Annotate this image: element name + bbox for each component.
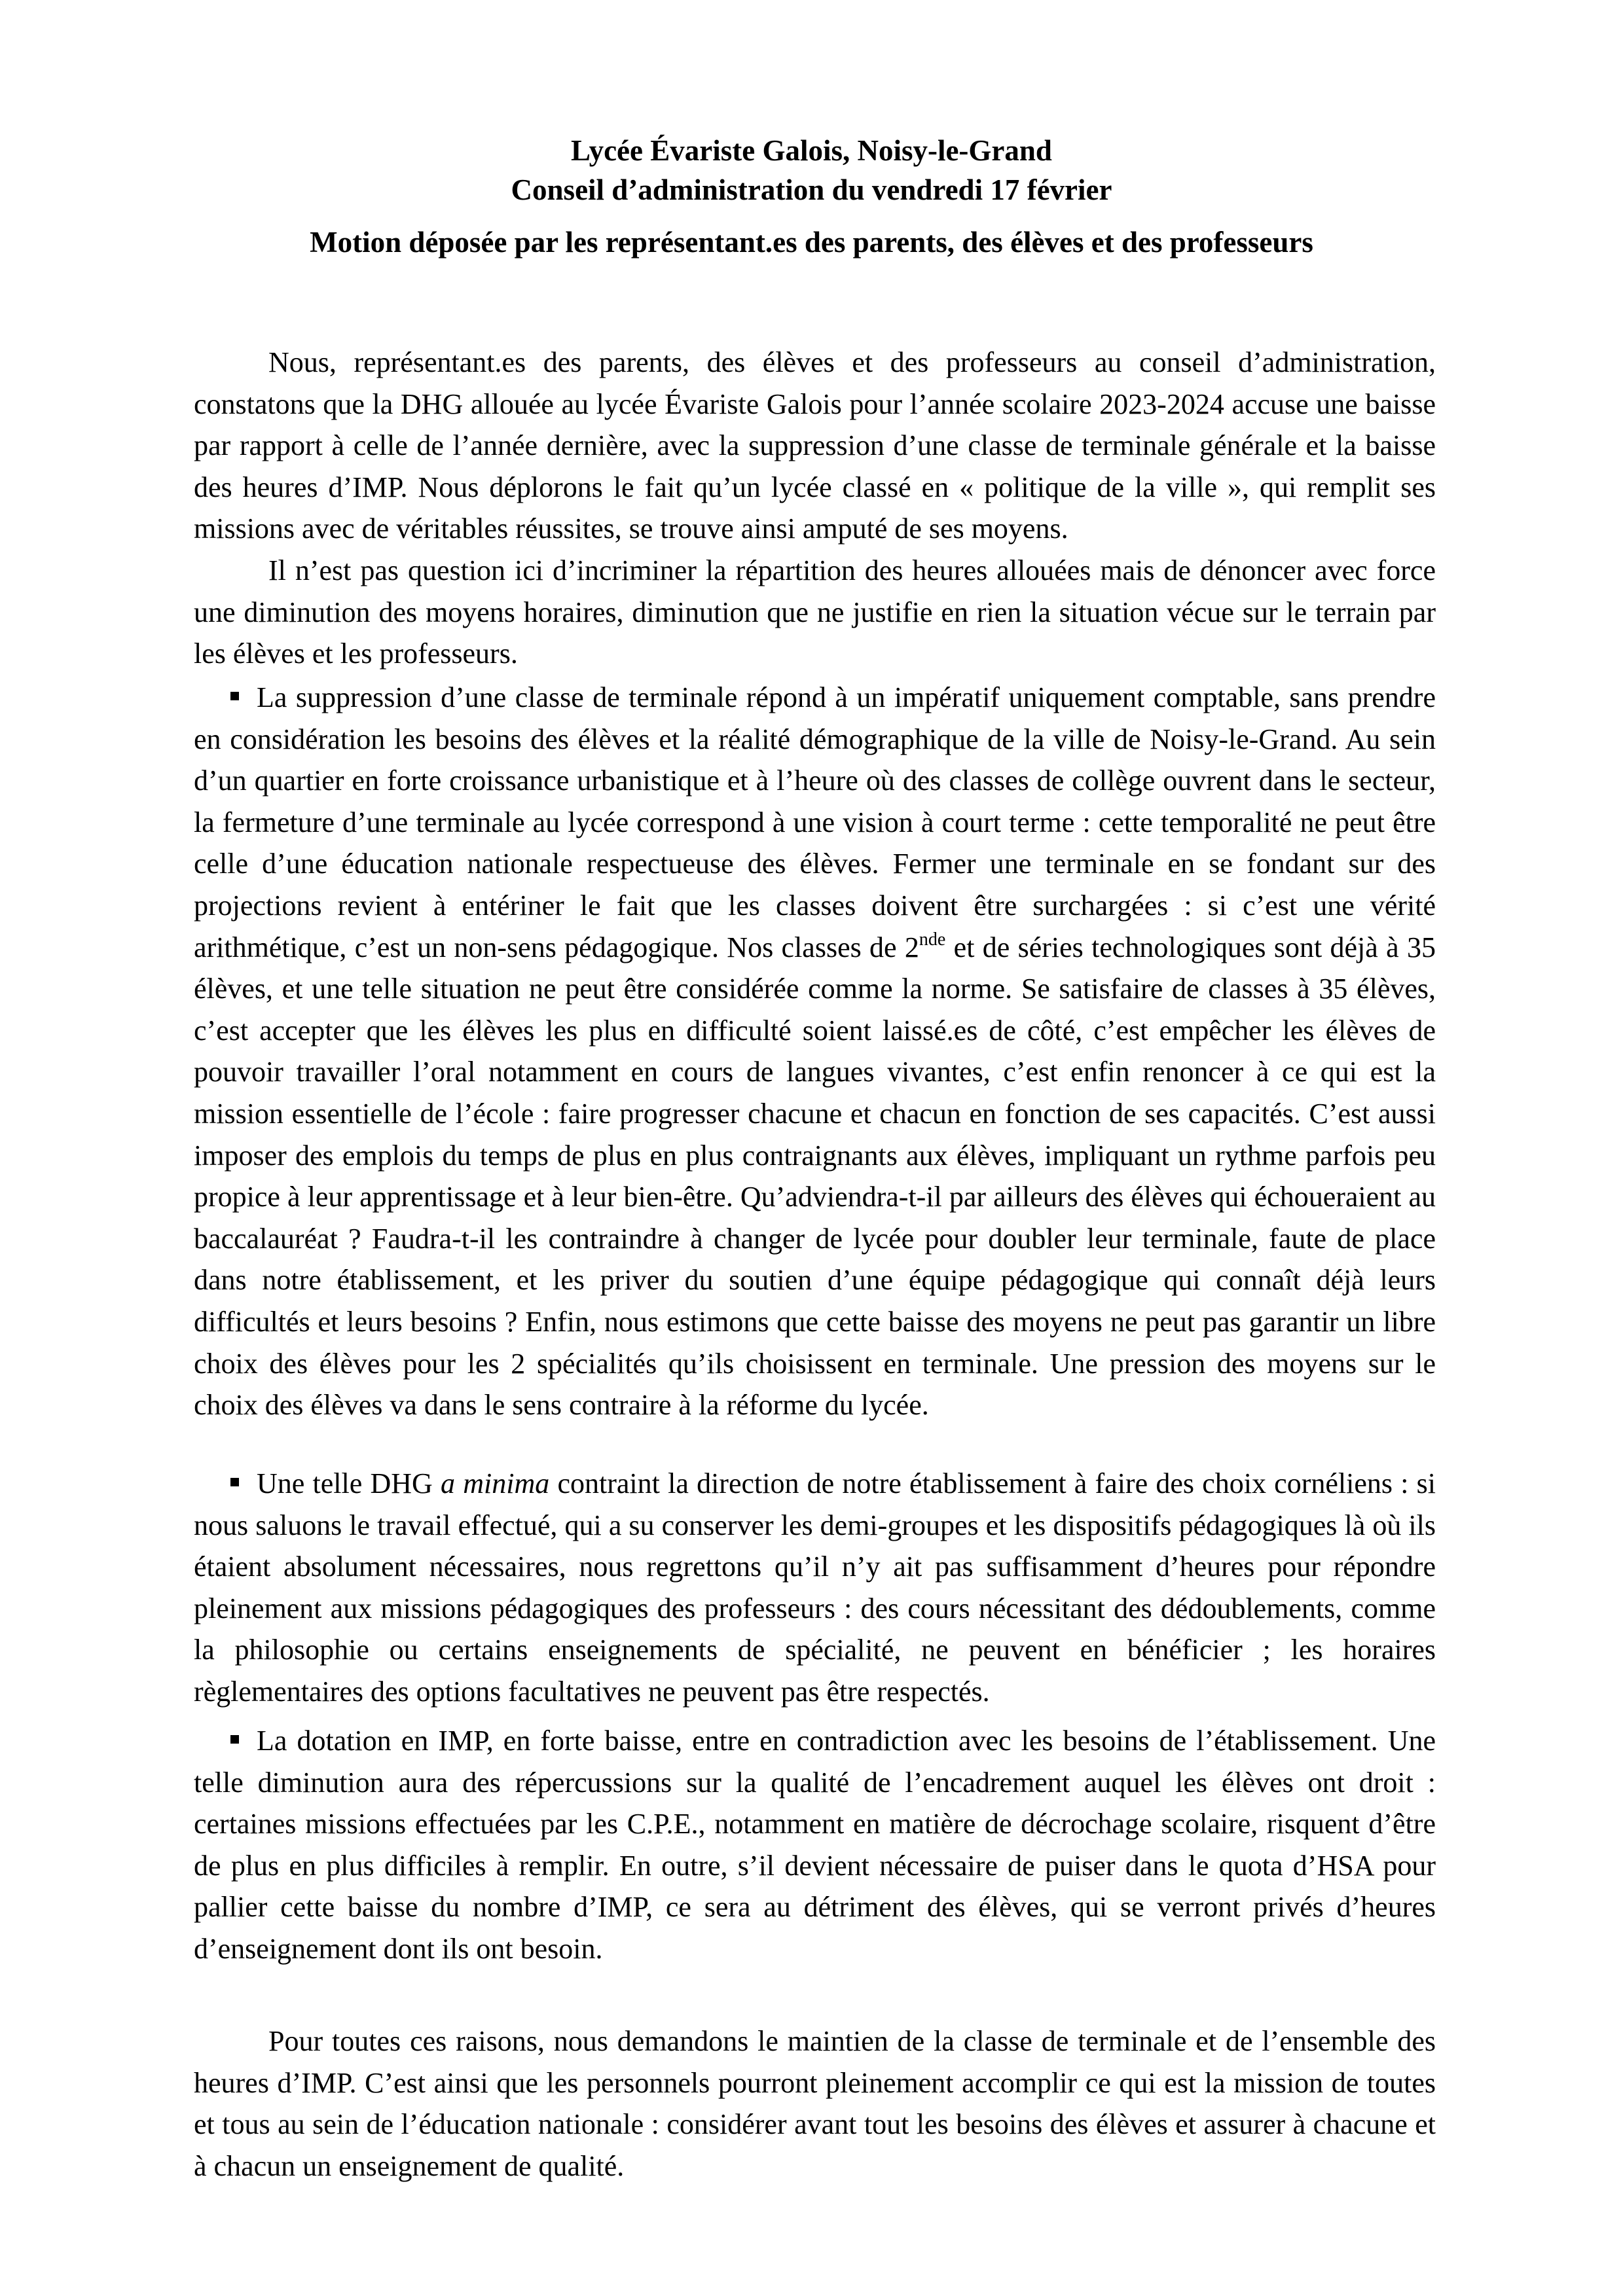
square-bullet-icon: [230, 1463, 257, 1505]
bullet-paragraph-2: [194, 1463, 1436, 1713]
bullet-2-text-a: Une telle DHG: [257, 1467, 441, 1499]
bullet-paragraph-1: [194, 677, 1436, 1426]
intro-paragraph-1: Nous, représentant.es des parents, des élèves et des professeurs au conseil d’administration, constatons que la DHG allouée au lycée Évariste Galois pour l’année scolaire 2023-2024 accuse une baisse par rapport à celle de l’année dernière, avec la suppression d’une classe de terminale générale et la baisse des heures d’IMP. Nous déplorons le fait qu’un lycée classé en « politique de la ville », qui remplit ses missions avec de véritables réussites, se trouve ainsi amputé de ses moyens.: [194, 346, 1436, 545]
intro-paragraph-2: Il n’est pas question ici d’incriminer la répartition des heures allouées mais de dénoncer avec force une diminution des moyens horaires, diminution que ne justifie en rien la situation vécue sur le terrain par les élèves et les professeurs.: [194, 554, 1436, 670]
bullet-2-emphasis: a minima: [441, 1467, 550, 1499]
meeting-title: Conseil d’administration du vendredi 17 février: [511, 173, 1112, 206]
bullet-2-text-b: contraint la direction de notre établissement à faire des choix cornéliens : si nous saluons le travail effectué, qui a su conserver les demi-groupes et les dispositifs pédagogiques là où ils étaient absolument nécessaires, nous regrettons qu’il n’y ait pas suffisamment d’heures pour répondre pleinement aux missions pédagogiques des professeurs : des cours nécessitant des dédoublements, comme la philosophie ou certains enseignements de spécialité, ne peuvent en bénéficier ; les horaires règlementaires des options facultatives ne peuvent pas être respectés.: [194, 1467, 1436, 1708]
bullet-section-3: [194, 1720, 1436, 1970]
bullet-1-superscript: nde: [919, 929, 946, 950]
conclusion-paragraph: Pour toutes ces raisons, nous demandons le maintien de la classe de terminale et de l’ensemble des heures d’IMP. C’est ainsi que les personnels pourront pleinement accomplir ce qui est la mission de toutes et tous au sein de l’éducation nationale : considérer avant tout les besoins des élèves et assurer à chacune et à chacun un enseignement de qualité.: [194, 2025, 1436, 2182]
intro-section: [194, 342, 1436, 675]
school-title: Lycée Évariste Galois, Noisy-le-Grand: [571, 134, 1052, 167]
conclusion-section: [194, 2020, 1436, 2187]
square-bullet-icon: [230, 677, 257, 719]
bullet-section-2: [194, 1463, 1436, 1713]
document-header: [0, 131, 1623, 209]
bullet-1-text-a: La suppression d’une classe de terminale répond à un impératif uniquement comptable, sans prendre en considération les besoins des élèves et la réalité démographique de la ville de Noisy-le-Grand. Au sein d’un quartier en forte croissance urbanistique et à l’heure où des classes de collège ouvrent dans le secteur, la fermeture d’une terminale au lycée correspond à une vision à court terme : cette temporalité ne peut être celle d’une éducation nationale respectueuse des élèves. Fermer une terminale en se fondant sur des projections revient à entériner le fait que les classes doivent être surchargées : si c’est une vérité arithmétique, c’est un non-sens pédagogique. Nos classes de 2: [194, 681, 1436, 963]
square-bullet-icon: [230, 1720, 257, 1762]
bullet-1-text-b: et de séries technologiques sont déjà à 35 élèves, et une telle situation ne peut être considérée comme la norme. Se satisfaire de classes à 35 élèves, c’est accepter que les élèves les plus en difficulté soient laissé.es de côté, c’est empêcher les élèves de pouvoir travailler l’oral notamment en cours de langues vivantes, c’est enfin renoncer à ce qui est la mission essentielle de l’école : faire progresser chacune et chacun en fonction de ses capacités. C’est aussi imposer des emplois du temps de plus en plus contraignants aux élèves, impliquant un rythme parfois peu propice à leur apprentissage et à leur bien-être. Qu’adviendra-t-il par ailleurs des élèves qui échoueraient au baccalauréat ? Faudra-t-il les contraindre à changer de lycée pour doubler leur terminale, faute de place dans notre établissement, et les priver du soutien d’une équipe pédagogique qui connaît déjà leurs difficultés et leurs besoins ? Enfin, nous estimons que cette baisse des moyens ne peut pas garantir un libre choix des élèves pour les 2 spécialités qu’ils choisissent en terminale. Une pression des moyens sur le choix des élèves va dans le sens contraire à la réforme du lycée.: [194, 931, 1436, 1422]
bullet-section-1: [194, 677, 1436, 1426]
motion-title-text: Motion déposée par les représentant.es des parents, des élèves et des professeurs: [310, 226, 1313, 259]
motion-title: [0, 223, 1623, 262]
bullet-3-text: La dotation en IMP, en forte baisse, entre en contradiction avec les besoins de l’établissement. Une telle diminution aura des répercussions sur la qualité de l’encadrement auquel les élèves ont droit : certaines missions effectuées par les C.P.E., notamment en matière de décrochage scolaire, risquent d’être de plus en plus difficiles à remplir. En outre, s’il devient nécessaire de puiser dans le quota d’HSA pour pallier cette baisse du nombre d’IMP, ce sera au détriment des élèves, qui se verront privés d’heures d’enseignement dont ils ont besoin.: [194, 1725, 1436, 1965]
bullet-paragraph-3: [194, 1720, 1436, 1970]
